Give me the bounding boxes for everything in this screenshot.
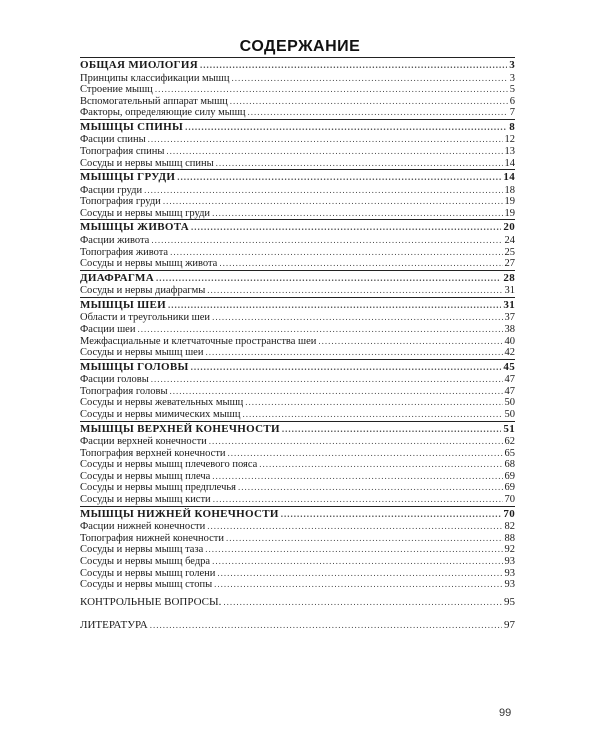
entry-page-number: 69 — [504, 482, 515, 494]
section-heading — [80, 299, 515, 313]
entry-page-number: 62 — [504, 436, 515, 448]
toc-entry — [80, 556, 515, 568]
dot-leader — [231, 73, 507, 85]
entry-label: Принципы классификации мышц — [80, 72, 230, 84]
dot-leader — [170, 386, 503, 398]
toc-section — [80, 270, 515, 297]
toc-entry — [80, 482, 515, 494]
toc-entry — [80, 386, 515, 398]
entry-page-number: 6 — [509, 95, 515, 107]
entry-label: Топография верхней конечности — [80, 447, 226, 459]
entry-label: Сосуды и нервы мышц таза — [80, 544, 204, 556]
entry-label: Фасции головы — [80, 374, 149, 386]
dot-leader — [163, 196, 503, 208]
dot-leader — [230, 96, 508, 108]
toc-entry — [80, 579, 515, 591]
entry-page-number: 68 — [504, 459, 515, 471]
toc-entry — [80, 258, 515, 270]
dot-leader — [168, 299, 501, 313]
section-heading — [80, 508, 515, 522]
dot-leader — [137, 324, 502, 336]
dot-leader — [212, 556, 502, 568]
dot-leader — [200, 59, 507, 73]
dot-leader — [156, 272, 501, 286]
entry-label: МЫШЦЫ СПИНЫ — [80, 120, 184, 133]
dot-leader — [212, 312, 502, 324]
toc-entry — [80, 494, 515, 506]
entry-label: Фасции нижней конечности — [80, 521, 206, 533]
entry-page-number: 7 — [509, 107, 515, 119]
dot-leader — [226, 533, 503, 545]
dot-leader — [151, 374, 503, 386]
dot-leader — [214, 579, 502, 591]
toc-entry — [80, 208, 515, 220]
section-heading — [80, 59, 515, 73]
dot-leader — [212, 208, 502, 220]
entry-label: МЫШЦЫ ГОЛОВЫ — [80, 360, 189, 373]
section-heading — [80, 361, 515, 375]
dot-leader — [150, 614, 502, 638]
dot-leader — [207, 285, 502, 297]
dot-leader — [205, 544, 502, 556]
toc-entry — [80, 312, 515, 324]
entry-label: Сосуды и нервы мышц стопы — [80, 579, 213, 591]
toc-entry — [80, 347, 515, 359]
entry-page-number: 27 — [504, 258, 515, 270]
toc-entry — [80, 324, 515, 336]
dot-leader — [245, 397, 502, 409]
section-heading — [80, 171, 515, 185]
entry-label: Топография нижней конечности — [80, 532, 224, 544]
dot-leader — [238, 482, 503, 494]
dot-leader — [170, 247, 502, 259]
entry-label: Фасции живота — [80, 234, 150, 246]
toc-entry — [80, 107, 515, 119]
entry-label: Фасции спины — [80, 134, 146, 146]
entry-label: Межфасциальные и клетчаточные пространства шеи — [80, 335, 317, 347]
entry-page-number: 47 — [504, 374, 515, 386]
entry-page-number: 95 — [504, 595, 515, 608]
entry-page-number: 82 — [504, 521, 515, 533]
entry-page-number: 93 — [504, 555, 515, 567]
toc-entry — [80, 409, 515, 421]
page-number: 99 — [499, 707, 512, 719]
toc-entry — [80, 285, 515, 297]
entry-label: МЫШЦЫ ВЕРХНЕЙ КОНЕЧНОСТИ — [80, 422, 280, 435]
entry-label: Строение мышц — [80, 84, 153, 96]
dot-leader — [207, 521, 502, 533]
section-heading — [80, 272, 515, 286]
entry-page-number: 50 — [504, 397, 515, 409]
entry-label: Фасции груди — [80, 184, 143, 196]
toc-entry — [80, 459, 515, 471]
entry-label: Топография спины — [80, 145, 165, 157]
entry-page-number: 19 — [504, 196, 515, 208]
entry-page-number: 69 — [504, 470, 515, 482]
entry-page-number: 93 — [504, 567, 515, 579]
dot-leader — [223, 591, 502, 615]
entry-label: МЫШЦЫ ГРУДИ — [80, 171, 176, 184]
entry-label: Топография головы — [80, 385, 168, 397]
entry-page-number: 47 — [504, 385, 515, 397]
toc-entry — [80, 73, 515, 85]
entry-page-number: 18 — [504, 184, 515, 196]
entry-page-number: 8 — [509, 120, 515, 133]
entry-label: Сосуды и нервы диафрагмы — [80, 285, 206, 297]
toc-section — [80, 506, 515, 591]
toc-entry — [80, 544, 515, 556]
toc-entry — [80, 397, 515, 409]
entry-label: Фасции шеи — [80, 323, 136, 335]
dot-leader — [281, 508, 502, 522]
dot-leader — [213, 494, 503, 506]
entry-label: Сосуды и нервы мышц плеча — [80, 470, 211, 482]
entry-page-number: 70 — [503, 507, 515, 520]
dot-leader — [259, 459, 502, 471]
entry-page-number: 37 — [504, 312, 515, 324]
entry-page-number: 40 — [504, 335, 515, 347]
entry-page-number: 24 — [504, 234, 515, 246]
entry-label: Сосуды и нервы мышц спины — [80, 157, 214, 169]
dot-leader — [242, 409, 502, 421]
dot-leader — [166, 146, 502, 158]
entry-page-number: 45 — [503, 360, 515, 373]
entry-page-number: 65 — [504, 447, 515, 459]
entry-label: Сосуды и нервы мышц голени — [80, 567, 216, 579]
endmatter-entry — [80, 591, 515, 615]
entry-label: Вспомогательный аппарат мышц — [80, 95, 228, 107]
entry-label: Сосуды и нервы жевательных мышц — [80, 397, 244, 409]
entry-label: Сосуды и нервы мышц груди — [80, 207, 211, 219]
toc-section — [80, 297, 515, 359]
entry-label: Сосуды и нервы мышц предплечья — [80, 482, 236, 494]
toc-entry — [80, 185, 515, 197]
dot-leader — [205, 347, 502, 359]
entry-page-number: 97 — [504, 619, 515, 632]
entry-label: КОНТРОЛЬНЫЕ ВОПРОСЫ. — [80, 595, 222, 608]
toc-entry — [80, 336, 515, 348]
entry-label: Сосуды и нервы мимических мышц — [80, 408, 241, 420]
entry-label: Сосуды и нервы мышц плечевого пояса — [80, 459, 258, 471]
toc-entry — [80, 84, 515, 96]
dot-leader — [318, 336, 502, 348]
toc-section — [80, 359, 515, 421]
entry-page-number: 3 — [509, 59, 515, 71]
entry-label: Сосуды и нервы мышц кисти — [80, 494, 211, 506]
toc-entry — [80, 134, 515, 146]
toc-entry — [80, 196, 515, 208]
entry-page-number: 38 — [504, 323, 515, 335]
dot-leader — [144, 185, 502, 197]
toc-entry — [80, 374, 515, 386]
dot-leader — [191, 221, 501, 235]
toc-section — [80, 421, 515, 506]
section-heading — [80, 423, 515, 437]
toc-entry — [80, 471, 515, 483]
dot-leader — [212, 471, 502, 483]
entry-label: Топография груди — [80, 196, 161, 208]
table-of-contents — [80, 57, 515, 638]
entry-label: ОБЩАЯ МИОЛОГИЯ — [80, 59, 198, 71]
entry-page-number: 3 — [509, 72, 515, 84]
toc-entry — [80, 146, 515, 158]
entry-label: Фасции верхней конечности — [80, 436, 207, 448]
entry-label: МЫШЦЫ ЖИВОТА — [80, 221, 190, 234]
entry-page-number: 13 — [504, 145, 515, 157]
entry-label: Сосуды и нервы мышц шеи — [80, 347, 204, 359]
entry-page-number: 20 — [503, 221, 515, 234]
entry-page-number: 50 — [504, 408, 515, 420]
dot-leader — [209, 436, 503, 448]
entry-page-number: 42 — [504, 347, 515, 359]
dot-leader — [177, 171, 501, 185]
entry-page-number: 31 — [503, 298, 515, 311]
dot-leader — [217, 568, 502, 580]
entry-label: ДИАФРАГМА — [80, 271, 154, 284]
entry-page-number: 14 — [504, 157, 515, 169]
entry-page-number: 93 — [504, 579, 515, 591]
dot-leader — [151, 235, 502, 247]
section-heading — [80, 221, 515, 235]
entry-page-number: 12 — [504, 134, 515, 146]
toc-entry — [80, 235, 515, 247]
entry-label: ЛИТЕРАТУРА — [80, 619, 148, 632]
page-title: СОДЕРЖАНИЕ — [239, 38, 361, 55]
entry-label: Области и треугольники шеи — [80, 312, 211, 324]
dot-leader — [148, 134, 503, 146]
toc-entry — [80, 448, 515, 460]
dot-leader — [216, 158, 503, 170]
entry-label: Сосуды и нервы мышц бедра — [80, 555, 211, 567]
entry-page-number: 28 — [503, 271, 515, 284]
entry-page-number: 70 — [504, 494, 515, 506]
toc-entry — [80, 521, 515, 533]
toc-entry — [80, 96, 515, 108]
toc-entry — [80, 247, 515, 259]
entry-label: Факторы, определяющие силу мышц — [80, 107, 246, 119]
dot-leader — [191, 361, 502, 375]
toc-section — [80, 169, 515, 219]
endmatter-entry — [80, 614, 515, 638]
toc-entry — [80, 436, 515, 448]
toc-entry — [80, 533, 515, 545]
entry-label: МЫШЦЫ НИЖНЕЙ КОНЕЧНОСТИ — [80, 507, 279, 520]
toc-section — [80, 219, 515, 269]
entry-page-number: 31 — [504, 285, 515, 297]
entry-page-number: 51 — [503, 422, 515, 435]
entry-page-number: 19 — [504, 207, 515, 219]
entry-page-number: 14 — [503, 171, 515, 184]
dot-leader — [248, 107, 508, 119]
entry-label: Сосуды и нервы мышц живота — [80, 258, 218, 270]
toc-section — [80, 57, 515, 119]
dot-leader — [155, 84, 508, 96]
toc-section — [80, 119, 515, 169]
entry-label: МЫШЦЫ ШЕИ — [80, 298, 167, 311]
entry-page-number: 92 — [504, 544, 515, 556]
entry-page-number: 88 — [504, 532, 515, 544]
toc-entry — [80, 158, 515, 170]
entry-label: Топография живота — [80, 246, 169, 258]
section-heading — [80, 121, 515, 135]
dot-leader — [228, 448, 503, 460]
entry-page-number: 5 — [509, 84, 515, 96]
dot-leader — [282, 423, 502, 437]
dot-leader — [185, 121, 507, 135]
toc-entry — [80, 568, 515, 580]
dot-leader — [219, 258, 502, 270]
entry-page-number: 25 — [504, 246, 515, 258]
